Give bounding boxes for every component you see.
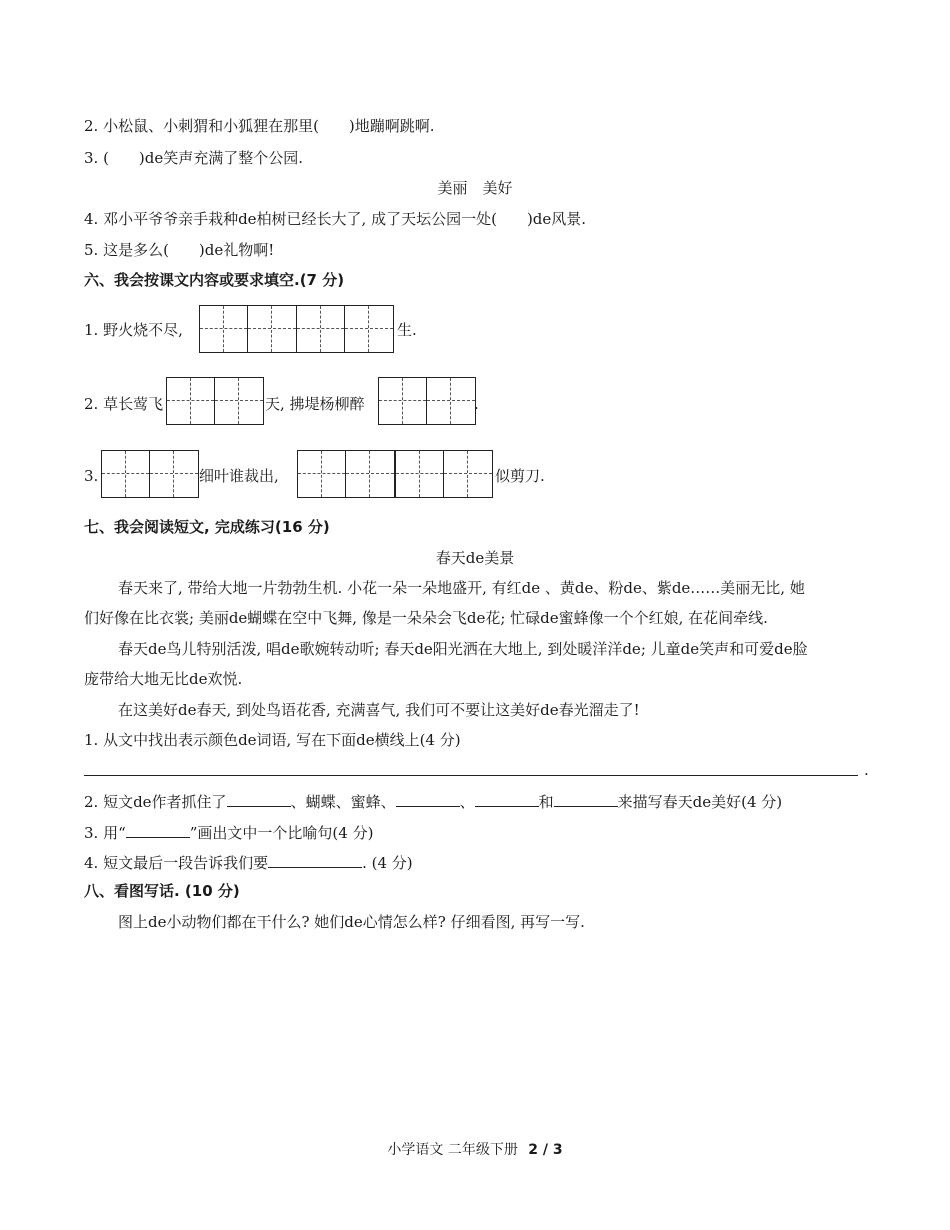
answer-line-end: . (864, 761, 869, 779)
answer-blank[interactable] (227, 790, 291, 807)
answer-line[interactable] (84, 775, 858, 776)
section-6-title: 六、我会按课文内容或要求填空.(7 分) (84, 271, 345, 289)
writing-grid[interactable] (395, 450, 493, 498)
question-text: 4. 短文最后一段告诉我们要 (84, 854, 269, 872)
grid-cell[interactable] (444, 451, 492, 497)
grid-cell[interactable] (200, 306, 248, 352)
question-7-1: 1. 从文中找出表示颜色de词语, 写在下面de横线上(4 分) (84, 731, 461, 749)
grid-cell[interactable] (396, 451, 444, 497)
grid-cell[interactable] (298, 451, 346, 497)
footer-page-number: 2 / 3 (528, 1142, 563, 1158)
question-6-3-suffix: 似剪刀. (495, 467, 545, 485)
question-text: 2. 短文de作者抓住了 (84, 793, 227, 811)
answer-blank[interactable] (126, 821, 190, 838)
question-text: 和 (538, 793, 554, 811)
question-7-2 (84, 790, 782, 812)
grid-cell[interactable] (167, 378, 215, 424)
question-6-1-prefix: 1. 野火烧不尽, (84, 321, 183, 339)
question-6-2-prefix: 2. 草长莺飞 (84, 395, 164, 413)
question-6-1-suffix: 生. (397, 321, 417, 339)
question-6-3-middle: 细叶谁裁出, (199, 467, 279, 485)
question-6-2-middle: 天, 拂堤杨柳醉 (265, 395, 365, 413)
passage-title: 春天de美景 (435, 549, 515, 567)
writing-grid[interactable] (199, 305, 297, 353)
answer-blank[interactable] (268, 851, 362, 868)
question-5-5: 5. 这是多么( )de礼物啊! (84, 241, 275, 259)
grid-cell[interactable] (427, 378, 475, 424)
question-7-3 (84, 821, 373, 843)
section-8-instruction: 图上de小动物们都在干什么? 她们de心情怎么样? 仔细看图, 再写一写. (118, 913, 585, 931)
question-6-3-prefix: 3. (84, 467, 99, 485)
answer-blank[interactable] (554, 790, 618, 807)
passage-paragraph: 庞带给大地无比de欢悦. (84, 670, 243, 688)
grid-cell[interactable] (248, 306, 296, 352)
question-5-3: 3. ( )de笑声充满了整个公园. (84, 149, 304, 167)
grid-cell[interactable] (345, 306, 393, 352)
question-text: 、 (459, 793, 475, 811)
question-5-4: 4. 邓小平爷爷亲手栽种de柏树已经长大了, 成了天坛公园一处( )de风景. (84, 210, 587, 228)
grid-cell[interactable] (150, 451, 198, 497)
grid-cell[interactable] (297, 306, 345, 352)
section-7-title: 七、我会阅读短文, 完成练习(16 分) (84, 518, 330, 536)
grid-cell[interactable] (379, 378, 427, 424)
passage-paragraph: 在这美好de春天, 到处鸟语花香, 充满喜气, 我们可不要让这美好de春光溜走了! (118, 701, 640, 719)
section-8-title: 八、看图写话. (10 分) (84, 882, 240, 900)
answer-blank[interactable] (475, 790, 539, 807)
question-text: ”画出文中一个比喻句(4 分) (189, 824, 374, 842)
question-6-2-suffix: . (474, 395, 479, 413)
question-5-2: 2. 小松鼠、小刺猬和小狐狸在那里( )地蹦啊跳啊. (84, 117, 435, 135)
writing-grid[interactable] (378, 377, 476, 425)
writing-grid[interactable] (297, 450, 395, 498)
passage-paragraph: 春天de鸟儿特别活泼, 唱de歌婉转动听; 春天de阳光洒在大地上, 到处暖洋洋de; 儿童de笑声和可爱de脸 (118, 640, 808, 658)
writing-grid[interactable] (296, 305, 394, 353)
writing-grid[interactable] (101, 450, 199, 498)
answer-blank[interactable] (396, 790, 460, 807)
question-text: 来描写春天de美好(4 分) (617, 793, 783, 811)
passage-paragraph: 春天来了, 带给大地一片勃勃生机. 小花一朵一朵地盛开, 有红de 、黄de、粉de、紫de……美丽无比, 她 (118, 579, 805, 597)
question-7-4 (84, 851, 413, 873)
question-text: 3. 用“ (84, 824, 126, 842)
passage-paragraph: 们好像在比衣裳; 美丽de蝴蝶在空中飞舞, 像是一朵朵会飞de花; 忙碌de蜜蜂像一个个红娘, 在花间牵线. (84, 609, 768, 627)
page-footer (0, 1140, 950, 1160)
word-choices: 美丽 美好 (437, 179, 513, 197)
grid-cell[interactable] (346, 451, 394, 497)
footer-subject: 小学语文 二年级下册 (387, 1142, 518, 1158)
writing-grid[interactable] (166, 377, 264, 425)
question-text: . (4 分) (362, 854, 413, 872)
grid-cell[interactable] (102, 451, 150, 497)
question-text: 、蝴蝶、蜜蜂、 (290, 793, 396, 811)
grid-cell[interactable] (215, 378, 263, 424)
